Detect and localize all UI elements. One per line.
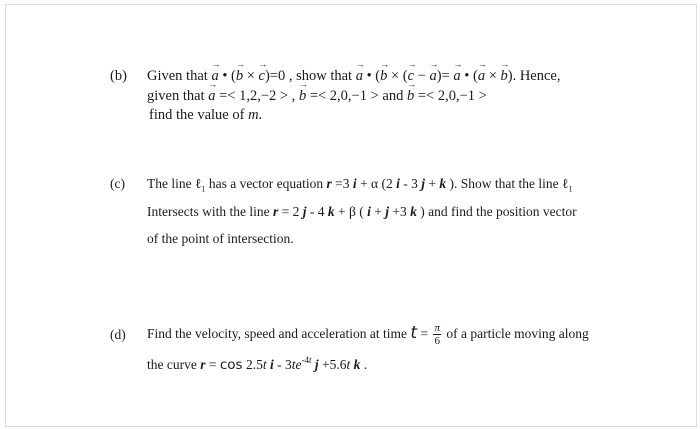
part-b-line-2: given that → a =< 1,2,−2 > , → b =< 2,0,−1 > and → b =< 2,0,−1 > <box>147 89 487 104</box>
part-d-line-2: the curve r = cos 2.5t i - $3te^{-4t}$ j +5.6t k . <box>147 355 368 373</box>
part-d-line-1: Find the velocity, speed and acceleration at time t = $\frac{\pi}{6}$ of a particle moving along <box>147 322 589 348</box>
part-b-line-1: Given that → a • (→ b × → c)=0 , show that → a • (→ b × (→ c − → a)= → a • (→ a × → b). Hence, <box>147 69 560 84</box>
label-c: (c) <box>110 176 125 191</box>
part-c-line-1: The line ℓ$_1$ has a vector equation r =3 i + α (2 i - 3 j + k ). Show that the line ℓ$_1$ <box>147 176 573 194</box>
part-c-line-2: Intersects with the line r = 2 j - 4 k + β ( i + j +3 k ) and find the position vector <box>147 204 577 219</box>
part-c-line-3: of the point of intersection. <box>147 231 294 246</box>
label-d: (d) <box>110 327 126 342</box>
pi-over-six-fraction: $\frac{\pi}{6}$ <box>434 322 440 348</box>
part-b-line-3: find the value of m. <box>149 107 263 123</box>
label-b: (b) <box>110 68 127 84</box>
